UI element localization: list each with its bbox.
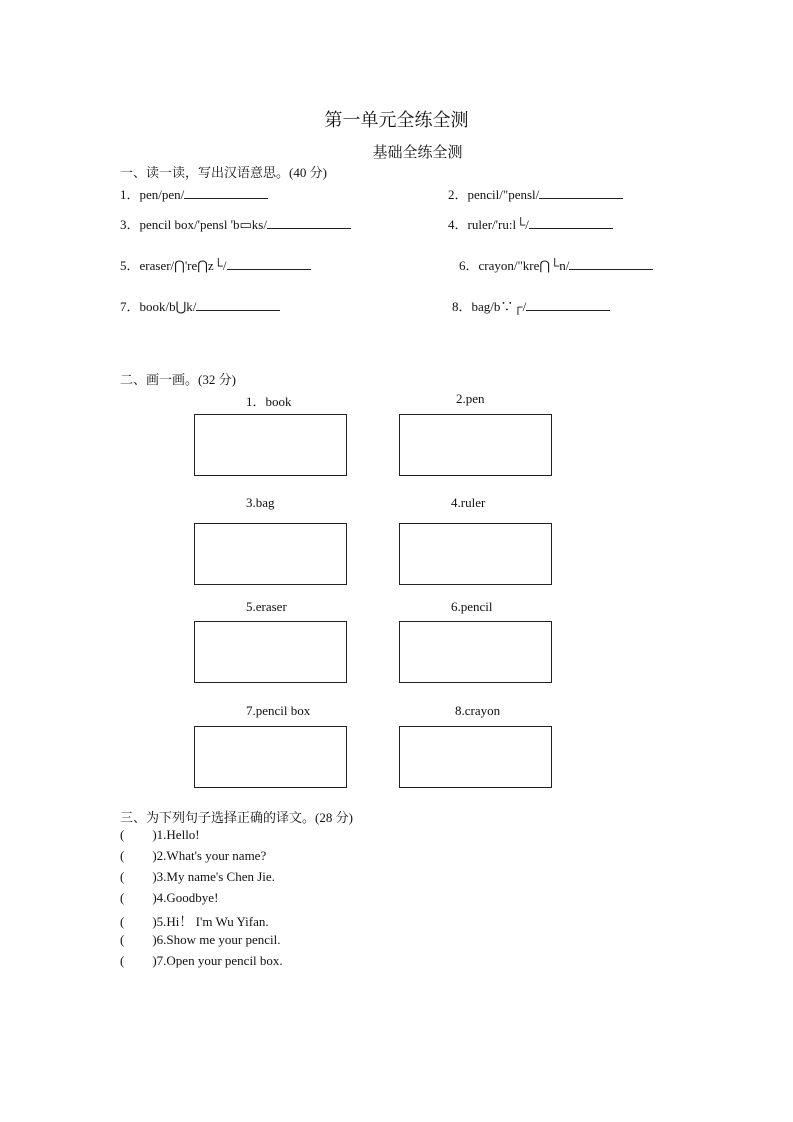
page-title: 第一单元全练全测	[324, 110, 469, 131]
draw-label: 7.pencil box	[246, 703, 311, 718]
drawing-box[interactable]	[399, 523, 552, 585]
answer-blank[interactable]	[526, 298, 610, 311]
answer-paren[interactable]: (	[120, 890, 125, 905]
answer-blank[interactable]	[529, 216, 613, 229]
translation-item	[120, 953, 283, 969]
item-number: 6．	[459, 258, 479, 273]
vocab-item	[452, 296, 610, 315]
item-number: 2．	[448, 187, 468, 202]
answer-paren[interactable]: (	[120, 869, 125, 884]
drawing-box[interactable]	[399, 621, 552, 683]
draw-label: 1．book	[246, 394, 292, 409]
item-number: 4．	[448, 217, 468, 232]
drawing-box[interactable]	[399, 414, 552, 476]
vocab-item	[448, 184, 623, 203]
item-text: bag/b∵┌/	[471, 299, 527, 314]
section1-heading-text: 一、读一读，写出汉语意思。	[120, 166, 290, 181]
item-text: pen/pen/	[139, 187, 185, 202]
vocab-item	[459, 255, 653, 274]
item-text: pencil/"pensl/	[467, 187, 540, 202]
vocab-item	[120, 184, 268, 203]
drawing-box[interactable]	[194, 726, 347, 788]
item-number: 3．	[120, 217, 140, 232]
draw-label: 6.pencil	[451, 599, 493, 614]
item-number: 7．	[120, 299, 140, 314]
section1-points: (40 分)	[289, 165, 327, 180]
drawing-box[interactable]	[194, 414, 347, 476]
answer-paren[interactable]: (	[120, 827, 125, 842]
translation-item	[120, 911, 269, 930]
sentence-text: )7.Open your pencil box.	[152, 953, 283, 968]
draw-label: 5.eraser	[246, 599, 287, 614]
section3-points: (28 分)	[315, 810, 353, 825]
translation-item	[120, 827, 200, 843]
sentence-text: )1.Hello!	[152, 827, 200, 842]
vocab-item	[448, 214, 613, 233]
item-text: book/b⋃k/	[139, 299, 197, 314]
sentence-text: )6.Show me your pencil.	[152, 932, 281, 947]
section1-heading	[120, 162, 327, 181]
section3-heading-text: 三、为下列句子选择正确的译文。	[120, 811, 316, 826]
sentence-text: )3.My name's Chen Jie.	[152, 869, 275, 884]
section2-heading-text: 二、画一画。	[120, 373, 199, 388]
draw-label: 3.bag	[246, 495, 275, 510]
item-number: 1．	[120, 187, 140, 202]
answer-paren[interactable]: (	[120, 914, 125, 929]
answer-blank[interactable]	[539, 186, 623, 199]
section2-points: (32 分)	[198, 372, 236, 387]
answer-blank[interactable]	[227, 257, 311, 270]
section3-heading	[120, 807, 353, 826]
item-text: crayon/"kre⋂└n/	[478, 258, 570, 273]
section2-heading	[120, 369, 236, 388]
answer-paren[interactable]: (	[120, 953, 125, 968]
answer-blank[interactable]	[569, 257, 653, 270]
sentence-text: )4.Goodbye!	[152, 890, 219, 905]
translation-item	[120, 932, 281, 948]
vocab-item	[120, 296, 280, 315]
translation-item	[120, 869, 275, 885]
answer-blank[interactable]	[196, 298, 280, 311]
item-text: ruler/'ru:l└/	[467, 217, 529, 232]
answer-paren[interactable]: (	[120, 848, 125, 863]
item-number: 5．	[120, 258, 140, 273]
page-subtitle: 基础全练全测	[372, 143, 463, 161]
drawing-box[interactable]	[194, 523, 347, 585]
draw-label: 4.ruler	[451, 495, 486, 510]
sentence-text: )2.What's your name?	[152, 848, 267, 863]
translation-item	[120, 890, 218, 906]
item-text: eraser/⋂'re⋂z└/	[139, 258, 227, 273]
item-number: 8．	[452, 299, 472, 314]
draw-label: 2.pen	[456, 391, 485, 406]
sentence-text: )5.Hi！ I'm Wu Yifan.	[152, 914, 269, 929]
drawing-box[interactable]	[399, 726, 552, 788]
vocab-item	[120, 214, 351, 233]
draw-label: 8.crayon	[455, 703, 501, 718]
item-text: pencil box/'pensl 'b▭ks/	[139, 217, 267, 232]
drawing-box[interactable]	[194, 621, 347, 683]
answer-blank[interactable]	[267, 216, 351, 229]
vocab-item	[120, 255, 311, 274]
answer-paren[interactable]: (	[120, 932, 125, 947]
answer-blank[interactable]	[184, 186, 268, 199]
translation-item	[120, 848, 266, 864]
